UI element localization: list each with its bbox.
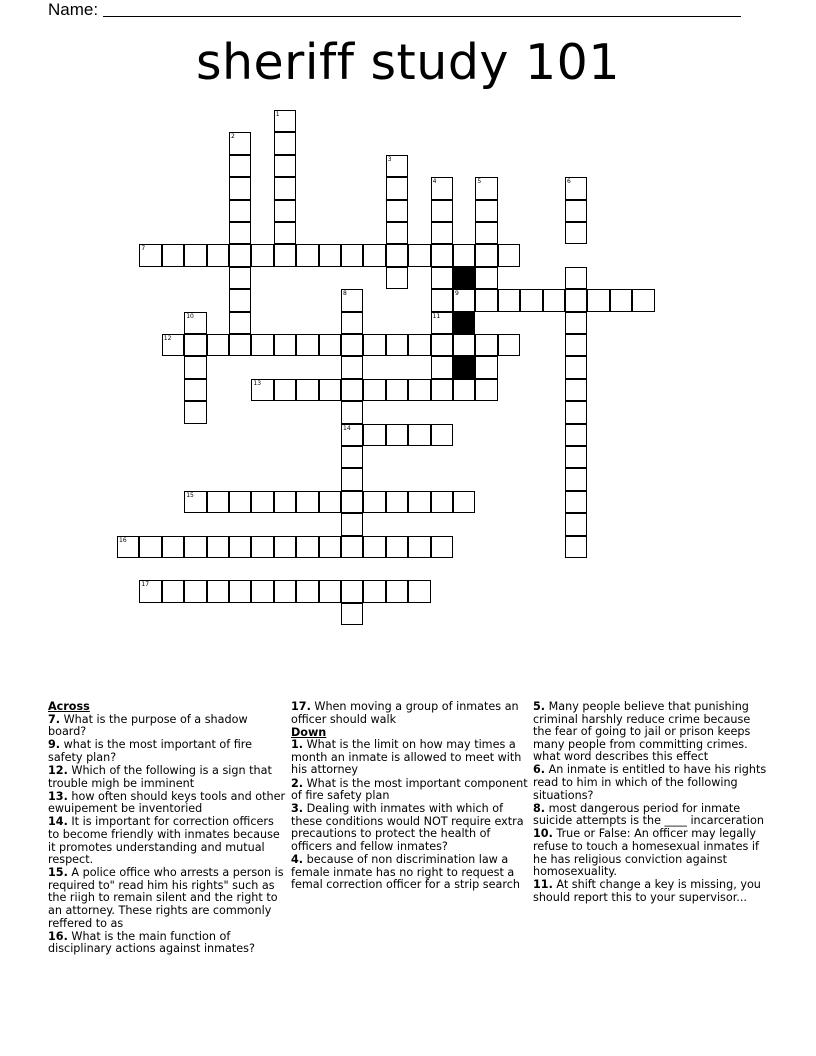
grid-cell-numbered-15[interactable]: [184, 491, 206, 513]
grid-cell[interactable]: [386, 580, 408, 602]
grid-cell[interactable]: [319, 536, 341, 558]
clue-number: 15: [186, 491, 194, 499]
clue-number: 10: [186, 312, 194, 320]
grid-cell[interactable]: [162, 580, 184, 602]
grid-cell[interactable]: [139, 536, 161, 558]
grid-cell[interactable]: [386, 491, 408, 513]
grid-cell-numbered-4[interactable]: [431, 177, 453, 199]
grid-cell-numbered-2[interactable]: [229, 132, 251, 154]
clue-item: [291, 854, 529, 892]
grid-cell[interactable]: [274, 334, 296, 356]
clue-item-number: 4.: [291, 853, 304, 867]
grid-cell[interactable]: [229, 334, 251, 356]
grid-cell[interactable]: [274, 132, 296, 154]
page-title: sheriff study 101: [195, 34, 621, 91]
clue-column-3: [533, 701, 771, 905]
grid-cell[interactable]: [319, 580, 341, 602]
grid-cell-black: [453, 312, 475, 334]
clue-item: [533, 764, 771, 802]
grid-cell[interactable]: [296, 334, 318, 356]
down-header: Down: [291, 725, 327, 739]
grid-cell[interactable]: [229, 222, 251, 244]
grid-cell[interactable]: [565, 289, 587, 311]
clue-item-text: most dangerous period for inmate suicide attempts is the ____ incarceration: [533, 801, 764, 828]
grid-cell[interactable]: [386, 536, 408, 558]
grid-cell[interactable]: [363, 580, 385, 602]
grid-cell[interactable]: [341, 356, 363, 378]
clue-item-text: A police office who arrests a person is required to" read him his rights" such as the riigh to remain silent and the right to an attorney. These rights are commonly reffered to as: [48, 866, 284, 930]
grid-cell-numbered-10[interactable]: [184, 312, 206, 334]
grid-cell[interactable]: [341, 536, 363, 558]
grid-cell[interactable]: [229, 200, 251, 222]
grid-cell[interactable]: [341, 491, 363, 513]
clue-item-text: It is important for correction officers to become friendly with inmates because it promotes understanding and mutual respect.: [48, 815, 280, 867]
grid-cell[interactable]: [565, 334, 587, 356]
grid-cell[interactable]: [408, 424, 430, 446]
grid-cell[interactable]: [431, 356, 453, 378]
clue-item-text: At shift change a key is missing, you should report this to your supervisor...: [533, 878, 761, 904]
clue-item-number: 1.: [291, 738, 304, 752]
grid-cell[interactable]: [229, 244, 251, 266]
grid-cell[interactable]: [386, 334, 408, 356]
grid-cell[interactable]: [431, 334, 453, 356]
clue-item-text: When moving a group of inmates an officer should walk: [291, 700, 519, 726]
grid-cell[interactable]: [341, 513, 363, 535]
grid-cell[interactable]: [498, 334, 520, 356]
clue-item-text: What is the purpose of a shadow board?: [48, 712, 248, 739]
grid-cell[interactable]: [431, 379, 453, 401]
grid-cell[interactable]: [610, 289, 632, 311]
clue-item-number: 8.: [533, 801, 546, 815]
clue-item-number: 5.: [533, 700, 546, 713]
grid-cell[interactable]: [162, 244, 184, 266]
grid-cell[interactable]: [341, 379, 363, 401]
clue-item-number: 11.: [533, 878, 553, 892]
grid-cell[interactable]: [184, 580, 206, 602]
grid-cell[interactable]: [341, 468, 363, 490]
clue-item-text: True or False: An officer may legally refuse to touch a homesexual inmates if he has religious conviction against homosexuality.: [533, 827, 759, 879]
clue-item-number: 9.: [48, 738, 61, 752]
clue-item-number: 7.: [48, 712, 61, 726]
grid-cell[interactable]: [386, 200, 408, 222]
clue-item-text: Dealing with inmates with which of these conditions would NOT require extra precautions to protect the health of officers and fellow inmates?: [291, 802, 524, 854]
grid-cell[interactable]: [475, 289, 497, 311]
clue-item: [48, 739, 286, 764]
grid-cell[interactable]: [251, 536, 273, 558]
grid-cell-numbered-5[interactable]: [475, 177, 497, 199]
grid-cell[interactable]: [274, 536, 296, 558]
grid-cell[interactable]: [565, 468, 587, 490]
grid-cell[interactable]: [565, 379, 587, 401]
grid-cell[interactable]: [565, 446, 587, 468]
grid-cell[interactable]: [408, 491, 430, 513]
grid-cell[interactable]: [274, 155, 296, 177]
grid-cell[interactable]: [363, 491, 385, 513]
grid-cell[interactable]: [296, 580, 318, 602]
clue-item-number: 6.: [533, 763, 546, 777]
clue-number: 3: [387, 155, 392, 163]
grid-cell[interactable]: [274, 177, 296, 199]
grid-cell[interactable]: [274, 491, 296, 513]
grid-cell[interactable]: [296, 244, 318, 266]
clue-item-text: What is the limit on how may times a month an inmate is allowed to meet with his attorney: [291, 738, 522, 777]
grid-cell[interactable]: [274, 222, 296, 244]
clue-number: 1: [275, 111, 280, 118]
grid-cell[interactable]: [565, 401, 587, 423]
grid-cell[interactable]: [229, 289, 251, 311]
grid-cell[interactable]: [475, 244, 497, 266]
grid-cell[interactable]: [363, 536, 385, 558]
clue-number: 13: [253, 379, 262, 387]
grid-cell[interactable]: [386, 177, 408, 199]
clue-item: [48, 931, 286, 956]
clue-item-text: Many people believe that punishing criminal harshly reduce crime because the fear of going to jail or prison keeps many people from committing crimes. what word describes this effect: [533, 700, 751, 764]
clue-number: 14: [343, 424, 351, 432]
clue-item-text: What is the most important component of fire safety plan: [291, 776, 528, 803]
grid-cell[interactable]: [363, 334, 385, 356]
grid-cell[interactable]: [341, 312, 363, 334]
grid-cell[interactable]: [386, 379, 408, 401]
clue-item-text: how often should keys tools and other ewuipement be inventoried: [48, 789, 286, 816]
grid-cell[interactable]: [565, 491, 587, 513]
grid-cell-numbered-14[interactable]: [341, 424, 363, 446]
grid-cell[interactable]: [184, 334, 206, 356]
grid-cell[interactable]: [184, 401, 206, 423]
grid-cell-black: [453, 356, 475, 378]
grid-cell[interactable]: [229, 491, 251, 513]
clue-number: 9: [455, 290, 459, 298]
clue-number: 7: [141, 245, 146, 253]
grid-cell-numbered-8[interactable]: [341, 289, 363, 311]
clue-item: [291, 803, 529, 853]
clue-number: 4: [432, 178, 437, 186]
grid-cell[interactable]: [408, 580, 430, 602]
grid-cell[interactable]: [207, 580, 229, 602]
clue-item-number: 2.: [291, 776, 304, 790]
clue-number: 8: [343, 290, 347, 298]
across-header: Across: [48, 700, 90, 713]
grid-cell[interactable]: [543, 289, 565, 311]
grid-cell[interactable]: [565, 222, 587, 244]
grid-cell[interactable]: [453, 334, 475, 356]
grid-cell[interactable]: [431, 536, 453, 558]
grid-cell[interactable]: [475, 334, 497, 356]
grid-cell[interactable]: [565, 200, 587, 222]
clue-item-number: 16.: [48, 929, 68, 943]
grid-cell[interactable]: [207, 244, 229, 266]
clue-item: [48, 816, 286, 866]
grid-cell[interactable]: [341, 401, 363, 423]
grid-cell[interactable]: [408, 244, 430, 266]
grid-cell[interactable]: [184, 536, 206, 558]
grid-cell-numbered-6[interactable]: [565, 177, 587, 199]
grid-cell[interactable]: [229, 536, 251, 558]
clue-item-number: 17.: [291, 700, 311, 713]
grid-cell[interactable]: [251, 580, 273, 602]
clue-item: [291, 701, 529, 726]
grid-cell[interactable]: [431, 267, 453, 289]
grid-cell[interactable]: [498, 289, 520, 311]
grid-cell[interactable]: [386, 267, 408, 289]
grid-cell[interactable]: [431, 222, 453, 244]
clue-number: 16: [119, 536, 127, 544]
grid-cell[interactable]: [363, 424, 385, 446]
grid-cell[interactable]: [341, 446, 363, 468]
clue-item-number: 12.: [48, 763, 68, 777]
grid-cell[interactable]: [341, 334, 363, 356]
grid-cell-numbered-9[interactable]: [453, 289, 475, 311]
grid-cell[interactable]: [341, 244, 363, 266]
grid-cell-numbered-17[interactable]: [139, 580, 161, 602]
grid-cell[interactable]: [296, 536, 318, 558]
clue-number: 2: [231, 133, 235, 141]
grid-cell[interactable]: [520, 289, 542, 311]
clue-item: [48, 765, 286, 790]
clue-item: [291, 778, 529, 803]
clue-column-1: [48, 701, 286, 956]
grid-cell-numbered-13[interactable]: [251, 379, 273, 401]
clue-item-number: 10.: [533, 827, 553, 841]
grid-cell[interactable]: [475, 222, 497, 244]
grid-cell-black: [453, 267, 475, 289]
grid-cell-numbered-3[interactable]: [386, 155, 408, 177]
clue-item: [533, 803, 771, 828]
grid-cell[interactable]: [565, 513, 587, 535]
clue-item: [48, 714, 286, 739]
grid-cell[interactable]: [475, 356, 497, 378]
grid-cell[interactable]: [319, 379, 341, 401]
grid-cell[interactable]: [229, 155, 251, 177]
grid-cell[interactable]: [386, 222, 408, 244]
grid-cell[interactable]: [431, 424, 453, 446]
grid-cell[interactable]: [296, 379, 318, 401]
clue-item-text: what is the most important of fire safety plan?: [48, 738, 253, 764]
grid-cell[interactable]: [475, 267, 497, 289]
clue-number: 17: [141, 581, 150, 589]
name-label: Name:: [48, 0, 99, 19]
grid-cell[interactable]: [319, 244, 341, 266]
grid-cell-numbered-16[interactable]: [117, 536, 139, 558]
grid-cell[interactable]: [386, 424, 408, 446]
grid-cell[interactable]: [229, 580, 251, 602]
grid-cell[interactable]: [453, 491, 475, 513]
clue-number: 6: [567, 178, 571, 186]
clue-item-text: because of non discrimination law a female inmate has no right to request a femal correction officer for a strip search: [291, 853, 520, 892]
grid-cell[interactable]: [251, 244, 273, 266]
grid-cell[interactable]: [498, 244, 520, 266]
grid-cell-numbered-7[interactable]: [139, 244, 161, 266]
clue-item-number: 3.: [291, 802, 304, 816]
grid-cell[interactable]: [587, 289, 609, 311]
grid-cell[interactable]: [207, 491, 229, 513]
grid-cell[interactable]: [431, 289, 453, 311]
grid-cell[interactable]: [475, 200, 497, 222]
clue-item: [533, 828, 771, 878]
clue-number: 5: [477, 178, 482, 186]
grid-cell[interactable]: [251, 334, 273, 356]
grid-cell[interactable]: [184, 244, 206, 266]
grid-cell[interactable]: [408, 536, 430, 558]
grid-cell[interactable]: [431, 491, 453, 513]
clue-number: 12: [163, 335, 172, 342]
grid-cell[interactable]: [207, 334, 229, 356]
grid-cell[interactable]: [274, 244, 296, 266]
clue-item-number: 14.: [48, 815, 68, 829]
grid-cell-numbered-11[interactable]: [431, 312, 453, 334]
grid-cell[interactable]: [431, 200, 453, 222]
grid-cell[interactable]: [341, 580, 363, 602]
clue-item: [48, 867, 286, 930]
grid-cell-numbered-12[interactable]: [162, 334, 184, 356]
grid-cell[interactable]: [229, 312, 251, 334]
grid-cell[interactable]: [475, 379, 497, 401]
grid-cell[interactable]: [184, 379, 206, 401]
grid-cell[interactable]: [229, 267, 251, 289]
grid-cell[interactable]: [296, 491, 318, 513]
clue-column-2: [291, 701, 529, 892]
clue-item: [48, 791, 286, 816]
grid-cell[interactable]: [274, 379, 296, 401]
clue-item-text: An inmate is entitled to have his rights read to him in which of the following situations?: [533, 763, 767, 802]
clue-item: [291, 739, 529, 777]
grid-cell[interactable]: [565, 312, 587, 334]
grid-cell[interactable]: [363, 379, 385, 401]
grid-cell[interactable]: [408, 379, 430, 401]
grid-cell[interactable]: [408, 334, 430, 356]
clue-item-number: 15.: [48, 866, 68, 880]
grid-cell[interactable]: [565, 356, 587, 378]
grid-cell[interactable]: [632, 289, 654, 311]
grid-cell[interactable]: [162, 536, 184, 558]
clue-item-text: What is the main function of disciplinary actions against inmates?: [48, 929, 255, 956]
grid-cell[interactable]: [386, 244, 408, 266]
grid-cell[interactable]: [431, 244, 453, 266]
grid-cell-numbered-1[interactable]: [274, 110, 296, 132]
grid-cell[interactable]: [251, 491, 273, 513]
grid-cell[interactable]: [274, 580, 296, 602]
grid-cell[interactable]: [274, 200, 296, 222]
grid-cell[interactable]: [453, 244, 475, 266]
grid-cell[interactable]: [363, 244, 385, 266]
grid-cell[interactable]: [453, 379, 475, 401]
clue-item: [533, 879, 771, 904]
grid-cell[interactable]: [207, 536, 229, 558]
grid-cell[interactable]: [319, 334, 341, 356]
grid-cell[interactable]: [229, 177, 251, 199]
grid-cell[interactable]: [565, 267, 587, 289]
grid-cell[interactable]: [565, 424, 587, 446]
grid-cell[interactable]: [565, 536, 587, 558]
clue-item: [533, 701, 771, 764]
clue-item-text: Which of the following is a sign that trouble migh be imminent: [48, 763, 272, 790]
grid-cell[interactable]: [319, 491, 341, 513]
clue-number: 11: [432, 312, 441, 320]
clue-item-number: 13.: [48, 789, 68, 803]
grid-cell[interactable]: [341, 603, 363, 625]
grid-cell[interactable]: [184, 356, 206, 378]
